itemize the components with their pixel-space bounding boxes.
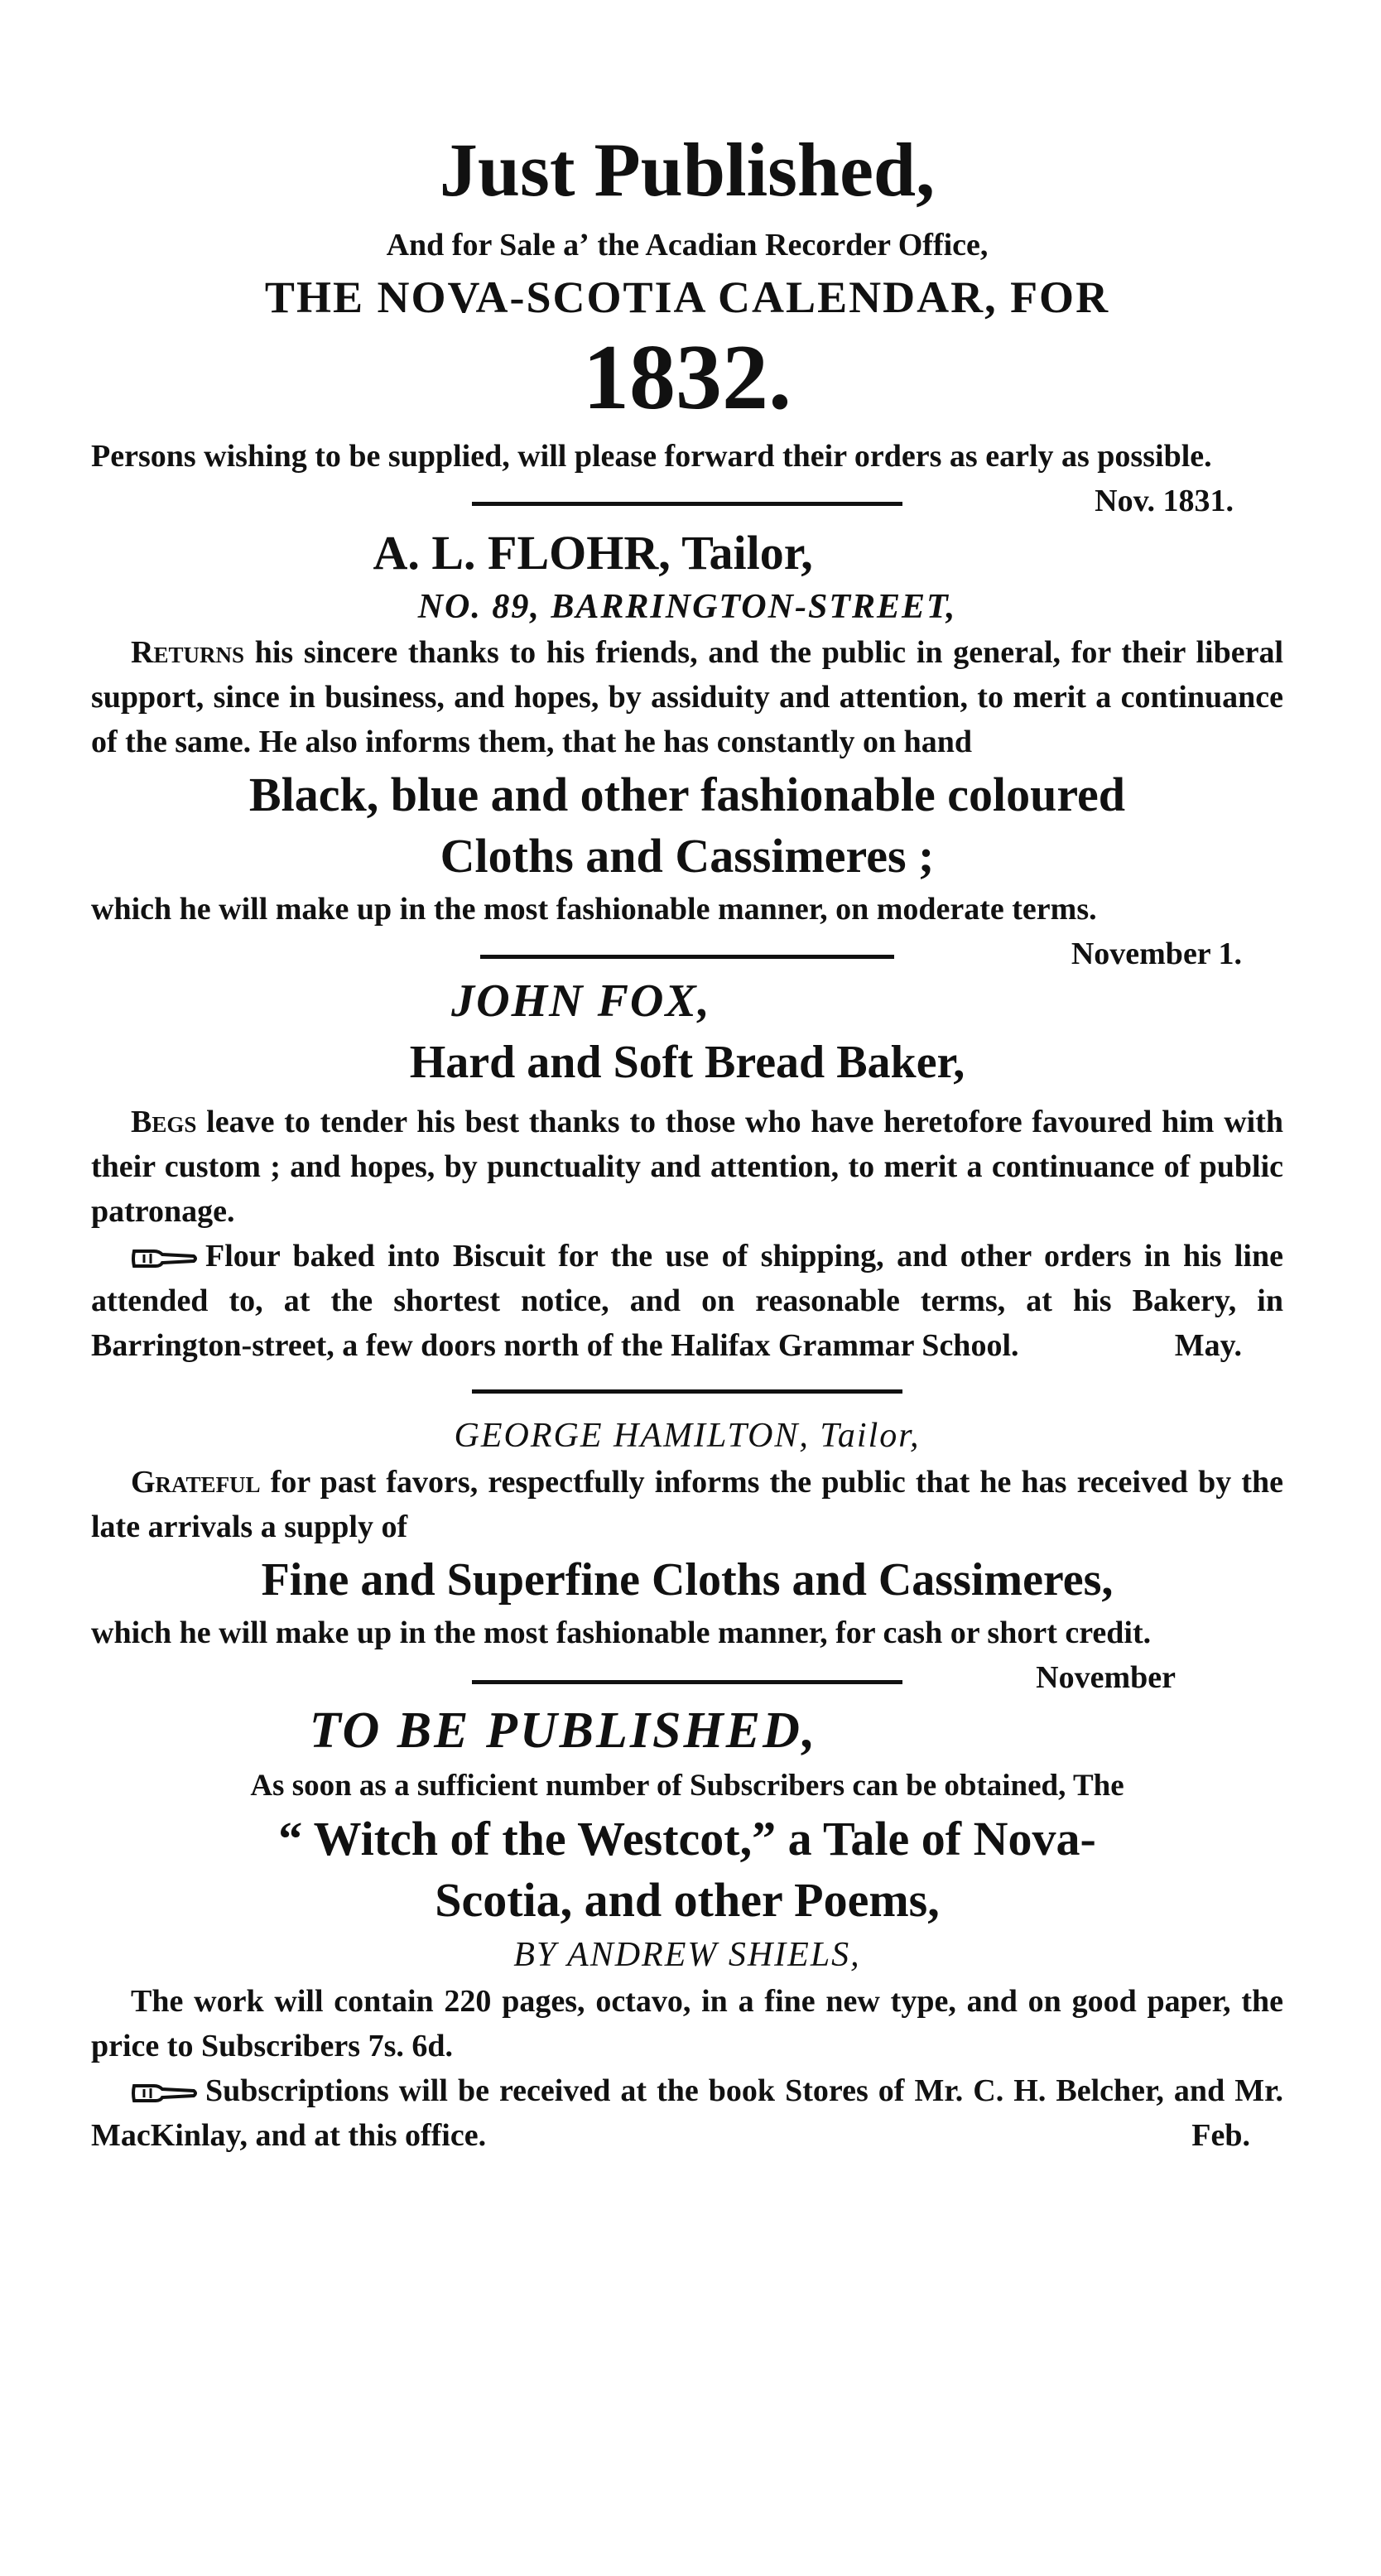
ad2-goods-line1: Black, blue and other fashionable coloured <box>248 768 1126 821</box>
ad5-body: The work will contain 220 pages, octavo, in a fine new type, and on good paper, the price to Subscribers 7s. 6d. <box>91 1984 1283 2063</box>
ad3-note: Flour baked into Biscuit for the use of shipping, and other orders in his line attended to, at the shortest notice, and on reasonable terms, at his Bakery, in Barrington-street, a few doors north of the Halifax Grammar School. May. <box>91 1234 1283 1368</box>
pointing-hand-icon <box>131 2081 197 2106</box>
ad3-body: Begs leave to tender his best thanks to those who have heretofore favoured him with their custom ; and hopes, by punctuality and attention, to merit a continuance of public patronage. <box>91 1105 1283 1229</box>
ad-nova-scotia-calendar <box>91 124 1283 518</box>
pointing-hand-icon <box>131 1246 197 1271</box>
ad-george-hamilton-tailor <box>91 1412 1283 1695</box>
ad5-line1: As soon as a sufficient number of Subscribers can be obtained, The <box>250 1769 1124 1803</box>
ad4-date: November <box>1036 1660 1176 1695</box>
ad3-lead: Begs <box>131 1105 197 1139</box>
ad5-headline: TO BE PUBLISHED, <box>309 1702 818 1759</box>
ad1-body: Persons wishing to be supplied, will please forward their orders as early as possible. Nov. 1831. <box>91 434 1283 479</box>
ad3-title: Hard and Soft Bread Baker, <box>409 1037 965 1088</box>
ad-john-fox-baker <box>91 970 1283 1368</box>
ad3-date: May. <box>1174 1328 1242 1363</box>
ad4-name: GEORGE HAMILTON, <box>454 1417 810 1455</box>
ad1-line2: THE NOVA-SCOTIA CALENDAR, FOR <box>264 272 1110 322</box>
ad5-note: Subscriptions will be received at the book Stores of Mr. C. H. Belcher, and Mr. MacKinlay, and at this office. Feb. <box>91 2068 1283 2158</box>
ad2-date: November 1. <box>1071 937 1242 971</box>
divider <box>472 1680 902 1684</box>
ad2-name: A. L. FLOHR, Tailor, <box>373 526 813 580</box>
ad4-body: Grateful for past favors, respectfully informs the public that he has received by the late arrivals a supply of <box>91 1465 1283 1544</box>
ad4-trade: Tailor, <box>820 1417 921 1455</box>
ad2-lead: Returns <box>131 635 244 670</box>
ad3-name: JOHN FOX, <box>451 975 711 1027</box>
ad4-closing: which he will make up in the most fashionable manner, for cash or short credit. November <box>91 1611 1283 1655</box>
ad5-author: BY ANDREW SHIELS, <box>513 1936 861 1974</box>
ad1-headline: Just Published, <box>439 128 936 212</box>
ad1-line1: And for Sale aʼ the Acadian Recorder Office, <box>386 228 989 262</box>
ad1-year: 1832. <box>583 326 792 429</box>
ad4-lead: Grateful <box>131 1465 261 1500</box>
divider <box>472 502 902 506</box>
ad2-closing: which he will make up in the most fashionable manner, on moderate terms. November 1. <box>91 887 1283 932</box>
ad-flohr-tailor <box>91 522 1283 971</box>
ad5-date: Feb. <box>1191 2118 1250 2153</box>
ad4-heading <box>91 1412 1283 1460</box>
ad5-title-line1: “ Witch of the Westcot,” a Tale of Nova- <box>278 1812 1096 1866</box>
ad2-body: Returns his sincere thanks to his friends, and the public in general, for their liberal support, since in business, and hopes, by assiduity and attention, to merit a continuance of the same. He also informs them, that he has constantly on hand <box>91 635 1283 759</box>
ad5-title-line2: Scotia, and other Poems, <box>435 1873 940 1927</box>
newspaper-column <box>91 124 1283 2158</box>
ad2-address: NO. 89, BARRINGTON-STREET, <box>417 588 957 626</box>
ad-to-be-published <box>91 1697 1283 2158</box>
ad1-date: Nov. 1831. <box>1095 484 1234 518</box>
ad2-goods-line2: Cloths and Cassimeres ; <box>440 829 935 883</box>
ad4-goods: Fine and Superfine Cloths and Cassimeres, <box>261 1554 1114 1606</box>
divider <box>472 1389 902 1394</box>
divider <box>480 955 894 959</box>
